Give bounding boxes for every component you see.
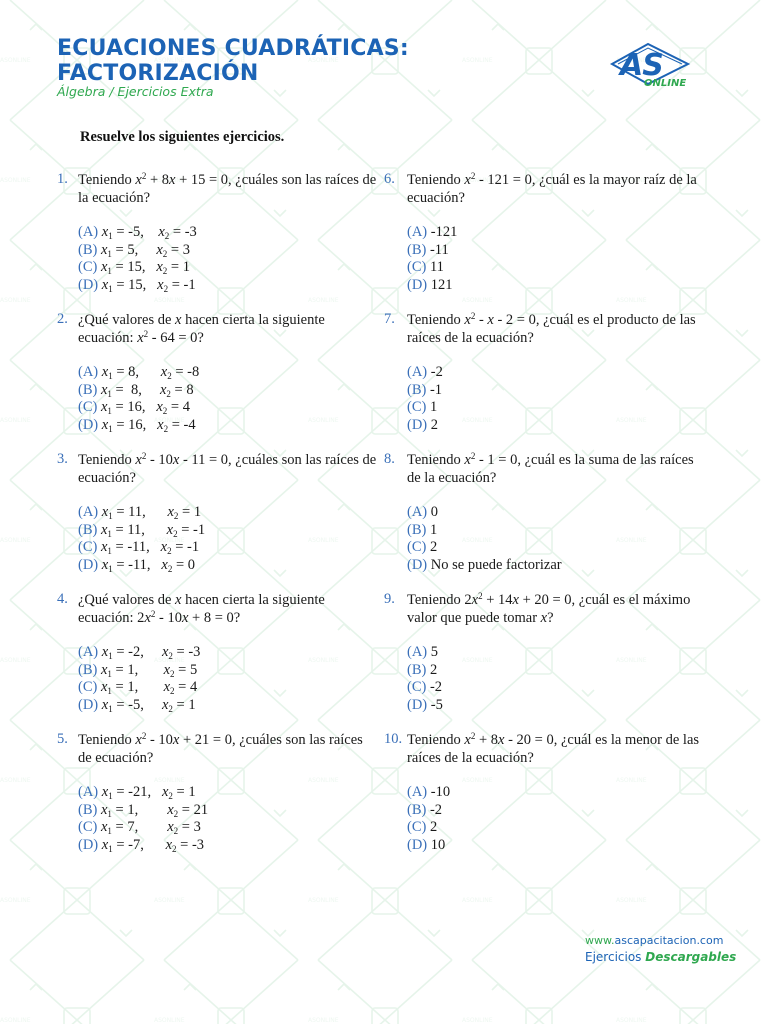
answer-option bbox=[407, 557, 562, 575]
answer-option bbox=[407, 837, 450, 855]
answer-option bbox=[407, 697, 443, 715]
option-value: $x_1 = 1$, $x_2 = 4$ bbox=[100, 679, 198, 696]
question-6 bbox=[384, 171, 714, 311]
answer-options bbox=[78, 784, 208, 854]
url-tld: .com bbox=[696, 934, 724, 947]
option-label: (D) bbox=[407, 416, 428, 433]
option-value: $x_1 = 8$, $x_2 = 8$ bbox=[100, 381, 194, 399]
option-label: (C) bbox=[407, 819, 427, 835]
option-label: (D) bbox=[407, 836, 428, 853]
answer-option bbox=[78, 417, 199, 435]
option-label: (A) bbox=[78, 224, 99, 240]
tagline-plain: Ejercicios bbox=[585, 950, 646, 964]
option-label: (C) bbox=[78, 819, 98, 835]
option-label: (A) bbox=[78, 504, 99, 520]
question-number: 1. bbox=[57, 171, 68, 187]
option-label: (A) bbox=[78, 364, 99, 380]
option-label: (A) bbox=[407, 644, 428, 660]
question-1 bbox=[57, 171, 387, 311]
answer-option bbox=[407, 819, 450, 837]
answer-option bbox=[407, 364, 443, 382]
option-label: (D) bbox=[407, 696, 428, 713]
option-value: $x_1 = 11$, $x_2 = -1$ bbox=[100, 521, 206, 539]
option-label: (B) bbox=[78, 241, 98, 258]
answer-option bbox=[78, 557, 205, 575]
footer-url[interactable] bbox=[585, 934, 736, 947]
answer-option bbox=[78, 697, 200, 715]
option-value: $x_1 = 16$, $x_2 = 4$ bbox=[100, 399, 190, 416]
option-label: (D) bbox=[78, 416, 99, 433]
answer-option bbox=[78, 277, 197, 295]
question-number: 5. bbox=[57, 731, 68, 747]
option-value: $x_1 = 16$, $x_2 = -4$ bbox=[101, 416, 196, 434]
option-value: 1 bbox=[426, 521, 438, 538]
option-value: $x_1 = -2$, $x_2 = -3$ bbox=[101, 644, 201, 661]
option-label: (D) bbox=[78, 276, 99, 293]
option-value: -2 bbox=[426, 801, 443, 818]
option-value: 5 bbox=[427, 644, 439, 660]
answer-option bbox=[78, 644, 200, 662]
option-value: $x_1 = 7$, $x_2 = 3$ bbox=[100, 819, 201, 836]
answer-option bbox=[78, 259, 197, 277]
instructions: Resuelve los siguientes ejercicios. bbox=[80, 129, 285, 145]
option-value: $x_1 = 5$, $x_2 = 3$ bbox=[100, 241, 190, 259]
title-line-1: ECUACIONES CUADRÁTICAS: bbox=[57, 36, 409, 61]
option-value: -11 bbox=[426, 241, 449, 258]
answer-option bbox=[407, 522, 562, 540]
answer-option bbox=[407, 644, 443, 662]
question-number: 4. bbox=[57, 591, 68, 607]
option-label: (A) bbox=[407, 784, 428, 800]
answer-option bbox=[407, 802, 450, 820]
option-label: (A) bbox=[407, 224, 428, 240]
option-value: $x_1 = -5$, $x_2 = -3$ bbox=[101, 224, 197, 241]
option-label: (C) bbox=[407, 259, 427, 275]
question-number: 6. bbox=[384, 171, 395, 187]
question-text: ¿Qué valores de x hacen cierta la siguiente ecuación: $2x^2 - 10x + 8 = 0$? bbox=[78, 592, 325, 626]
answer-option bbox=[407, 277, 457, 295]
answer-option bbox=[78, 802, 208, 820]
question-text: ¿Qué valores de x hacen cierta la siguiente ecuación: $x^2 - 64 = 0$? bbox=[78, 312, 325, 346]
option-value: No se puede factorizar bbox=[427, 556, 562, 573]
option-label: (A) bbox=[78, 784, 99, 800]
answer-option bbox=[78, 784, 208, 802]
question-text: Teniendo $x^2 - 121 = 0$, ¿cuál es la mayor raíz de la ecuación? bbox=[407, 171, 697, 206]
option-value: 11 bbox=[426, 259, 444, 275]
option-label: (B) bbox=[407, 521, 427, 538]
option-label: (C) bbox=[78, 679, 98, 695]
page-title bbox=[57, 36, 409, 86]
option-value: 2 bbox=[426, 539, 438, 555]
option-label: (B) bbox=[78, 801, 98, 818]
answer-option bbox=[78, 399, 199, 417]
answer-option bbox=[407, 259, 457, 277]
question-number: 8. bbox=[384, 451, 395, 467]
option-label: (B) bbox=[407, 241, 427, 258]
url-name: ascapacitacion bbox=[614, 934, 697, 947]
answer-option bbox=[78, 382, 199, 400]
option-value: $x_1 = 1$, $x_2 = 5$ bbox=[100, 661, 198, 679]
answer-option bbox=[78, 539, 205, 557]
option-value: 121 bbox=[427, 276, 453, 293]
option-value: -1 bbox=[426, 381, 443, 398]
option-label: (D) bbox=[407, 556, 428, 573]
question-9 bbox=[384, 591, 714, 731]
answer-options bbox=[78, 644, 200, 714]
option-value: $x_1 = 1$, $x_2 = 21$ bbox=[100, 801, 209, 819]
option-value: $x_1 = 15$, $x_2 = 1$ bbox=[100, 259, 190, 276]
answer-option bbox=[407, 662, 443, 680]
option-label: (A) bbox=[78, 644, 99, 660]
question-text: Teniendo $x^2 + 8x + 15 = 0$, ¿cuáles son las raíces de la ecuación? bbox=[78, 171, 377, 206]
option-label: (D) bbox=[78, 556, 99, 573]
answer-option bbox=[407, 382, 443, 400]
answer-option bbox=[78, 837, 208, 855]
option-value: $x_1 = -11$, $x_2 = -1$ bbox=[100, 539, 200, 556]
answer-options bbox=[407, 644, 443, 714]
option-label: (D) bbox=[407, 276, 428, 293]
answer-option bbox=[407, 679, 443, 697]
option-label: (C) bbox=[78, 399, 98, 415]
option-value: 2 bbox=[426, 819, 438, 835]
option-label: (B) bbox=[78, 521, 98, 538]
answer-options bbox=[407, 364, 443, 434]
option-value: 2 bbox=[427, 416, 439, 433]
answer-options bbox=[78, 504, 205, 574]
answer-option bbox=[78, 224, 197, 242]
footer-tagline bbox=[585, 950, 736, 964]
question-text: Teniendo $x^2 - 10x - 11 = 0$, ¿cuáles son las raíces de ecuación? bbox=[78, 451, 377, 486]
url-prefix: www. bbox=[585, 934, 615, 947]
question-text: Teniendo $x^2 - 1 = 0$, ¿cuál es la suma de las raíces de la ecuación? bbox=[407, 451, 694, 486]
question-3 bbox=[57, 451, 387, 591]
option-value: -121 bbox=[427, 224, 458, 240]
answer-options bbox=[407, 784, 450, 854]
as-online-logo bbox=[604, 40, 694, 100]
option-value: -2 bbox=[427, 364, 443, 380]
answer-option bbox=[78, 364, 199, 382]
option-label: (C) bbox=[78, 539, 98, 555]
option-value: $x_1 = -21$, $x_2 = 1$ bbox=[101, 784, 196, 801]
answer-option bbox=[78, 504, 205, 522]
question-text: Teniendo $x^2 - 10x + 21 = 0$, ¿cuáles son las raíces de ecuación? bbox=[78, 731, 363, 766]
question-text: Teniendo $x^2 + 8x - 20 = 0$, ¿cuál es la menor de las raíces de la ecuación? bbox=[407, 731, 700, 766]
option-value: $x_1 = -5$, $x_2 = 1$ bbox=[101, 696, 196, 714]
tagline-bold: Descargables bbox=[645, 950, 737, 964]
option-value: -2 bbox=[426, 679, 443, 695]
option-label: (C) bbox=[407, 679, 427, 695]
answer-option bbox=[407, 504, 562, 522]
question-number: 7. bbox=[384, 311, 395, 327]
logo-subtext: ONLINE bbox=[644, 78, 687, 89]
option-label: (B) bbox=[407, 381, 427, 398]
question-text: Teniendo $2x^2 + 14x + 20 = 0$, ¿cuál es el máximo valor que puede tomar x? bbox=[407, 591, 691, 626]
answer-options bbox=[78, 224, 197, 294]
answer-option bbox=[407, 224, 457, 242]
option-label: (C) bbox=[78, 259, 98, 275]
option-label: (B) bbox=[407, 801, 427, 818]
option-label: (A) bbox=[407, 504, 428, 520]
answer-option bbox=[78, 522, 205, 540]
question-7 bbox=[384, 311, 714, 451]
option-label: (A) bbox=[407, 364, 428, 380]
answer-option bbox=[78, 662, 200, 680]
option-label: (D) bbox=[78, 836, 99, 853]
option-label: (B) bbox=[78, 381, 98, 398]
answer-option bbox=[78, 242, 197, 260]
questions-column-right bbox=[384, 171, 714, 871]
option-value: 10 bbox=[427, 836, 446, 853]
option-value: $x_1 = 15$, $x_2 = -1$ bbox=[101, 276, 196, 294]
question-10 bbox=[384, 731, 714, 871]
answer-option bbox=[78, 679, 200, 697]
option-value: $x_1 = -11$, $x_2 = 0$ bbox=[101, 556, 196, 574]
question-number: 2. bbox=[57, 311, 68, 327]
option-value: 2 bbox=[426, 661, 438, 678]
answer-option bbox=[78, 819, 208, 837]
option-label: (B) bbox=[407, 661, 427, 678]
option-value: $x_1 = -7$, $x_2 = -3$ bbox=[101, 836, 205, 854]
answer-option bbox=[407, 242, 457, 260]
footer bbox=[585, 934, 736, 964]
option-value: -5 bbox=[427, 696, 443, 713]
question-number: 9. bbox=[384, 591, 395, 607]
answer-options bbox=[78, 364, 199, 434]
option-value: $x_1 = 8$, $x_2 = -8$ bbox=[101, 364, 200, 381]
title-line-2: FACTORIZACIÓN bbox=[57, 61, 259, 86]
option-value: 0 bbox=[427, 504, 439, 520]
questions-column-left bbox=[57, 171, 387, 871]
question-number: 3. bbox=[57, 451, 68, 467]
option-value: $x_1 = 11$, $x_2 = 1$ bbox=[101, 504, 202, 521]
option-label: (B) bbox=[78, 661, 98, 678]
option-label: (C) bbox=[407, 399, 427, 415]
question-5 bbox=[57, 731, 387, 871]
answer-option bbox=[407, 539, 562, 557]
question-4 bbox=[57, 591, 387, 731]
page-subtitle: Álgebra / Ejercicios Extra bbox=[57, 84, 214, 99]
question-2 bbox=[57, 311, 387, 451]
answer-options bbox=[407, 504, 562, 574]
option-value: 1 bbox=[426, 399, 438, 415]
answer-options bbox=[407, 224, 457, 294]
answer-option bbox=[407, 784, 450, 802]
option-value: -10 bbox=[427, 784, 451, 800]
question-8 bbox=[384, 451, 714, 591]
option-label: (D) bbox=[78, 696, 99, 713]
option-label: (C) bbox=[407, 539, 427, 555]
question-number: 10. bbox=[384, 731, 403, 747]
answer-option bbox=[407, 417, 443, 435]
answer-option bbox=[407, 399, 443, 417]
question-text: Teniendo $x^2 - x - 2 = 0$, ¿cuál es el producto de las raíces de la ecuación? bbox=[407, 311, 696, 346]
logo-text: AS bbox=[620, 48, 663, 83]
